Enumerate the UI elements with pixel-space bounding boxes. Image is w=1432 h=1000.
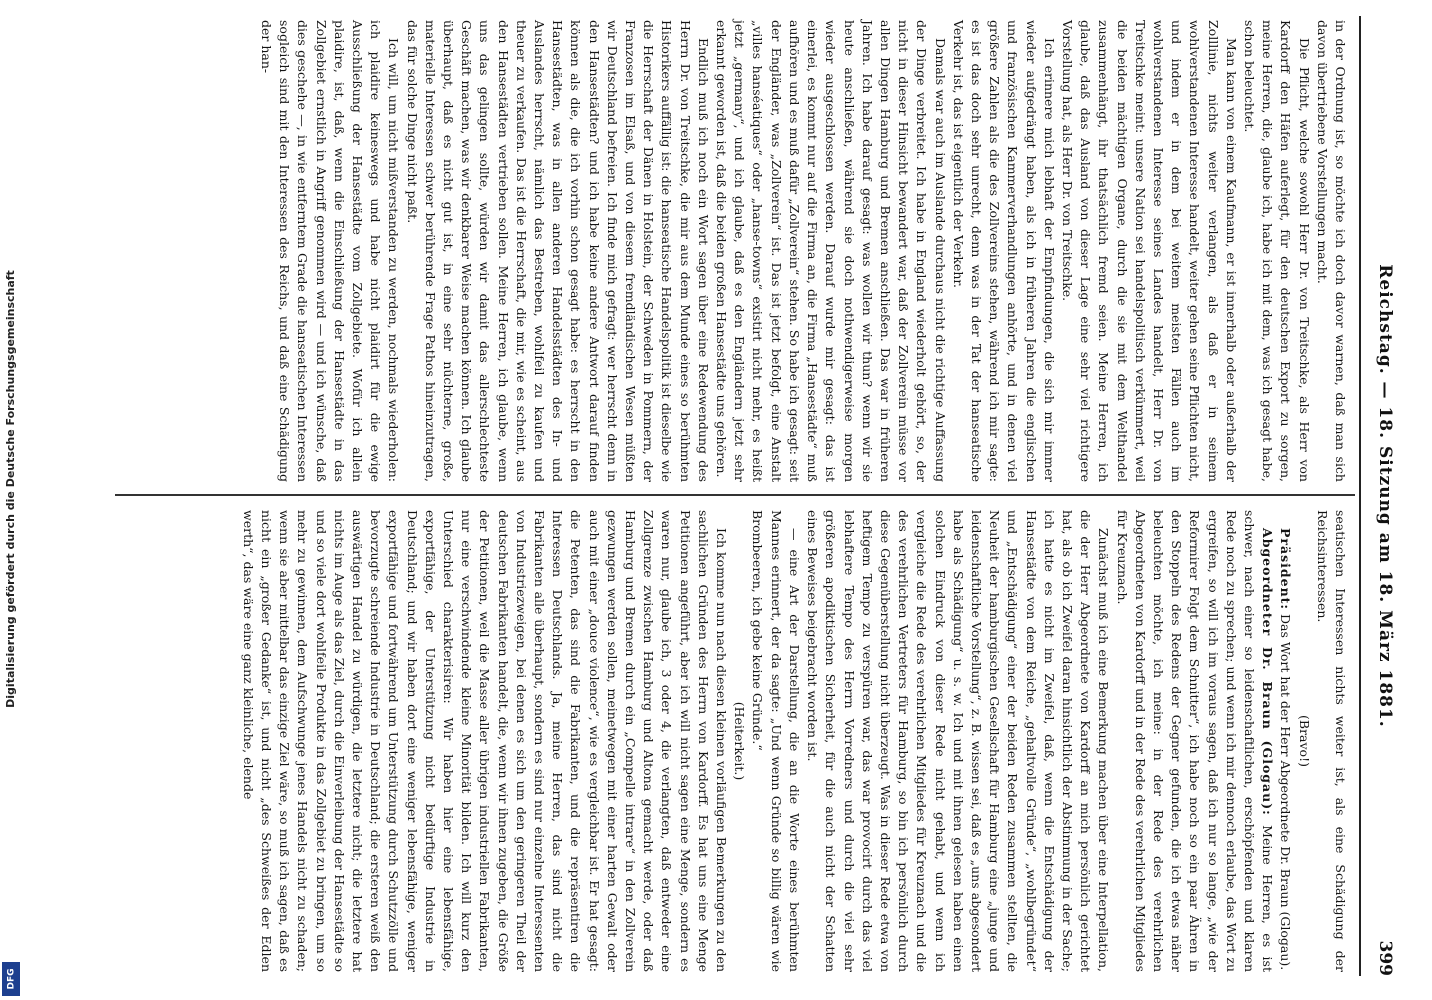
- column-divider: [115, 494, 1355, 496]
- paragraph: — eine Art der Darstellung, die an die Worte eines berühmten Mannes erinnert, der da sagte: „Und wenn Gründe so billig wären wie Brombeeren, ich gebe keine Gründe.“: [750, 510, 802, 972]
- paragraph: Ich erinnere mich lebhaft der Empfindungen, die sich mir immer wieder aufgedrängt haben, als ich in früheren Jahren die englischen und französischen Kammerverhandlungen anhörte, und in denen viel größere Zahlen als die des Zollvereins stehen, während ich mir sagte: es ist das doch sehr unrecht, denn was in der Tat der hanseatische Verkehr ist, das ist eigentlich der Verkehr.: [950, 20, 1057, 482]
- right-column: [240, 510, 1349, 972]
- paragraph: seatischen Interessen nichts weiter ist, als eine Schädigung der Reichsinteressen.: [1314, 510, 1348, 972]
- paragraph: [1276, 510, 1294, 972]
- digitization-credit: Digitalisierung gefördert durch die Deutsche Forschungsgemeinschaft: [4, 270, 17, 708]
- digitization-credit-strip: [0, 0, 22, 1000]
- dfg-logo-icon: [2, 962, 20, 996]
- paragraph: Man kann von einem Kaufmann, er ist innerhalb oder außerhalb der Zolllinie, nichts weiter verlangen, als daß er in seinem wohlverstandenen Interesse handelt, weiter gehen seine Pflichten nicht, und indem er in dem bei weitem meisten Fällen auch im wohlverstandenen Interesse seines Landes handelt, Herr Dr. von Treitschke meint: unsere Nation sei handelspolitisch verkümmert, weil die beiden mächtigen Organe, durch die sie mit dem Welthandel zusammenhängt, ihr thatsächlich fremd seien. Meine Herren, ich glaube, daß das Ausland von dieser Lage eine sehr viel richtigere Vorstellung hat, als Herr Dr. von Treitschke.: [1059, 20, 1239, 482]
- running-header: [1365, 16, 1395, 976]
- paragraph: in der Ordnung ist, so möchte ich doch davor warnen, daß man sich davon übertriebene Vorstellungen macht.: [1314, 20, 1348, 482]
- paragraph: Zunächst muß ich eine Bemerkung machen über eine Interpellation, die der Herr Abgeordnete von Kardorff an mich persönlich gerichtet hat, als ob ich Zweifel daran hinsichtlich der Abstimmung in der Sache; ich hatte es nicht im Zweifel, daß, wenn die Entschädigung der Hansestädte von dem Reiche, „gehaltvolle Gründe“, „wohlbegründet“ und „Entschädigung“ einer der beiden Reden zusammen stellten, die Neuheit der hamburgischen Gesellschaft für Hamburg eine „junge und leidenschaftliche Vorstellung“, z. B. wissen sei, daß es „uns abgesondert habe als Schädigung“ u. s. w. Ich und mit ihnen gelesen haben einen solchen Eindruck von dieser Rede nicht gehabt, und wenn ich vergleiche die Rede des verehrlichen Mitgliedes für Kreuznach und die des verehrlichen Vertreters für Hamburg, so bin ich persönlich durch diese Gegenüberstellung nicht überzeugt. Was in dieser Rede etwa von heftigem Tempo zu verspüren war, das war provocirt durch das viel lebhaftere Tempo des Herrn Vorredners und durch die viel sehr größeren apodiktischen Sicherheit, für die auch nicht der Schatten eines Beweises beigebracht worden ist.: [805, 510, 1112, 972]
- paragraph: Endlich muß ich noch ein Wort sagen über eine Redewendung des Herrn Dr. von Treitschke, die mir aus dem Munde eines so berühmten Historikers auffällig ist: die hanseatische Handelspolitik ist dieselbe wie die Herrschaft der Dänen in Holstein, der Schweden in Pommern, der Franzosen im Elsaß, und von diesem fremdländischen Wesen müßten wir Deutschland befreien. Ich finde mich gefragt: wer herrscht denn in den Hansestädten? und ich habe keine andere Antwort darauf finden können als die, die ich vorhin schon gesagt habe: es herrscht in den Hansestädten, was in allen anderen Handelsstädten des In- und Auslandes herrscht, nämlich das Bestreben, wohlfeil zu kaufen und theuer zu verkaufen. Das ist die Herrschaft, die mir, wie es scheint, aus den Hansestädten vertrieben sollen. Meine Herren, ich glaube, wenn uns das gelingen sollte, würden wir damit das allerschlechteste Geschäft machen, was wir denkbarer Weise machen können. Ich glaube überhaupt, daß es nicht gut ist, in eine sehr nüchterne, große, materielle Interessen schwer berührende Frage Pathos hineinzutragen, das für solche Dinge nicht paßt.: [404, 20, 711, 482]
- speech-text: Meine Herren, es ist schwer, nach einer so leidenschaftlichen, erschöpfenden und klaren Rede noch zu sprechen; und wenn ich mir dennoch erlaube, das Wort zu ergreifen, so will ich im voraus sagen, daß ich nur so lange, „wie der Reformirer Folgt dem Schnitter“, ich habe noch so ein paar Ähren in den Stoppeln des Redens der Gegner gefunden, die ich etwas näher beleuchten möchte, ich meine: in der Rede des verehrlichen Abgeordneten von Kardorff und in der Rede des verehrlichen Mitgliedes für Kreuznach.: [1114, 510, 1276, 972]
- paragraph: Ich komme nun nach diesen kleinen vorläufigen Bemerkungen zu den sachlichen Gründen des Herrn von Kardorff. Es hat uns eine Menge Petitionen angeführt, aber ich will nicht sagen eine Menge, sondern es waren nur, glaube ich, 3 oder 4, die verlangten, daß entweder eine Zollgrenze zwischen Hamburg und Altona gemacht werde, oder daß Hamburg und Bremen durch ein „Compelle intrare“ in den Zollverein gezwungen werden sollen, meinetwegen mit einer harten Gewalt oder auch mit einer „douce violence“, wie es vergleichbar ist. Er hat gesagt: die Petenten, das sind die Fabrikanten, und die repräsentiren die Interessen Deutschlands. Ja, meine Herren, das sind nicht die Fabrikanten alle überhaupt, sondern es sind nur einzelne Interessenten von Industriezweigen, bei denen es sich um den geringeren Theil der deutschen Fabrikanten handelt, die, wenn wir ihnen zugeben, die Größe der Petitionen, weil die Masse aller übrigen industriellen Fabrikanten, nur eine verschwindende kleine Minorität bilden. Ich will kurz den Unterschied charakterisiren: Wir haben hier eine lebensfähige, exportfähige, der Unterstützung nicht bedürftige Industrie in Deutschland; und wir haben dort eine weniger lebensfähige, weniger exportfähige und fortwährend um Unterstützung durch Schutzzölle und bevorzugte schreiende Industrie in Deutschland; die ersteren weiß den auswärtigen Handel zu würdigen, die letztere nicht; die letztere hat nichts im Auge als das Ziel, durch die Einverleibung der Hansestädte so und so viele dort wohlfeile Produkte in das Zollgebiet zu bringen, um so mehr zu gewinnen, dem Aufschwunge jenes Handels nicht zu schaden; wenn sie aber mittelbar das einzige Ziel wäre, so muß ich sagen, daß es nicht ein „großer Gedanke“ ist, und nicht „des Schweißes der Edlen werth“, das wäre eine ganz kleinliche, elende: [240, 510, 730, 972]
- rotated-newspaper-page: [105, 16, 1395, 976]
- paragraph: [1112, 510, 1276, 972]
- reaction-note: (Heiterkeit.): [732, 701, 748, 781]
- header-title: Reichstag. — 18. Sitzung am 18. März 1881.: [1375, 264, 1395, 728]
- speaker-label: Abgeordneter Dr. Braun (Glogau):: [1260, 528, 1276, 816]
- reaction-note: (Bravo!): [1296, 715, 1312, 767]
- paragraph: Die Pflicht, welche sowohl Herr Dr. von Treitschke, als Herr von Kardorff den Häfen auferlegt, für den deutschen Export zu sorgen, meine Herren, die, glaube ich, habe ich mit dem, was ich gesagt habe, schon beleuchtet.: [1241, 20, 1312, 482]
- logo-text: DFG: [6, 968, 17, 990]
- page-number: 399: [1375, 940, 1395, 976]
- left-column: [259, 20, 1349, 482]
- speech-text: Das Wort hat der Herr Abgeordnete Dr. Braun (Glogau).: [1278, 614, 1294, 971]
- speaker-label: Präsident:: [1278, 528, 1294, 611]
- paragraph: Ich will, um nicht mißverstanden zu werden, nochmals wiederholen: ich plaidire keineswegs und habe nicht plaidirt für die ewige Ausschließung der Hansestädte vom Zollgebiete. Wofür ich allein plaidire, ist, daß, wenn die Einschließung der Hansestädte in das Zollgebiet ernstlich in Angriff genommen wird — und ich wünsche, daß dies geschehe —, in wie entferntem Grade die hanseatischen Interessen sogleich sind mit den Interessen des Reichs, und daß eine Schädigung der han-: [259, 20, 402, 482]
- paragraph: Damals war auch im Auslande durchaus nicht die richtige Auffassung der Dinge verbreitet. Ich habe in England wiederholt gehört, so, der nicht in dieser Hinsicht bewandert war, daß der Zollverein müsse vor allen Dingen Hamburg und Bremen anschließen. Das war in früheren Jahren. Ich habe darauf gesagt: was wollen wir thun? wenn wir sie heute anschließen, während sie doch nothwendigerweise morgen wieder ausgeschlossen werden. Darauf wurde mir gesagt: das ist einerlei, es kommt nur auf die Firma an, die Firma „Hansestädte“ muß aufhören und es muß dafür „Zollverein“ stehen. So habe ich gesagt: seit der Engländer, was „Zollverein“ ist. Das ist jetzt befolgt, eine Anstalt „villes hanséatiques“ oder „hanse-towns“ existirt nicht mehr, es heißt jetzt „germany“, und ich glaube, daß es den Engländern jetzt sehr erkannt geworden ist, daß die beiden großen Hansestädte uns gehören.: [714, 20, 948, 482]
- header-rule: [1359, 16, 1361, 976]
